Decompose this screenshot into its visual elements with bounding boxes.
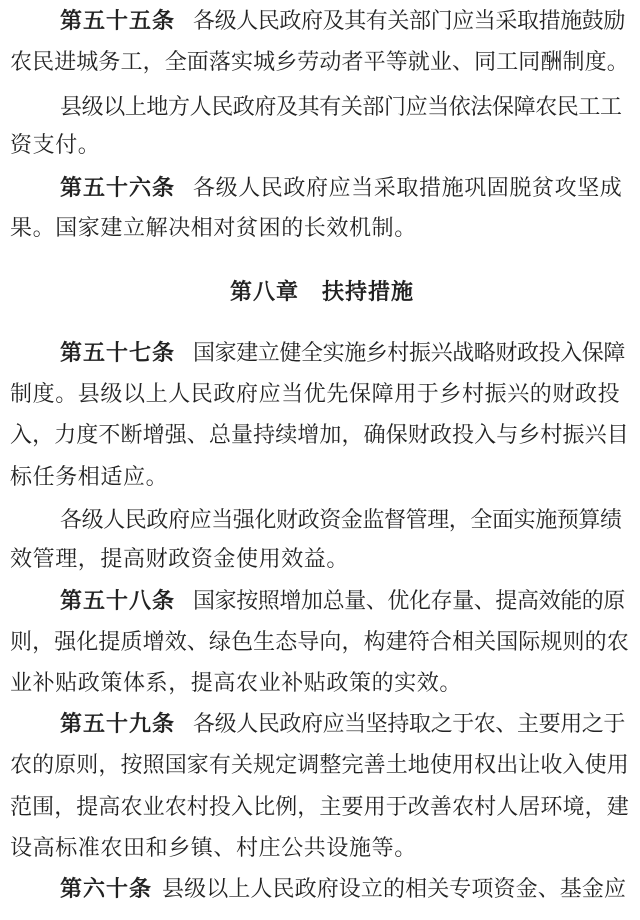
article-text: 入，力度不断增强、总量持续增加，确保财政投入与乡村振兴目 — [10, 423, 629, 448]
article-57-para-2 — [0, 543, 640, 577]
article-59-line-3 — [0, 791, 640, 825]
article-text: 各级人民政府应当采取措施巩固脱贫攻坚成 — [193, 176, 623, 201]
article-number: 第五十九条 — [60, 712, 176, 737]
article-59-line-2 — [0, 749, 640, 783]
article-text: 范围，提高农业农村投入比例，主要用于改善农村人居环境，建 — [10, 795, 629, 820]
article-55-para-2 — [0, 129, 640, 163]
article-text: 国家建立健全实施乡村振兴战略财政投入保障 — [193, 341, 626, 366]
article-57-para-1 — [0, 504, 640, 538]
article-text: 国家按照增加总量、优化存量、提高效能的原 — [193, 589, 626, 614]
article-58-line-2 — [0, 626, 640, 660]
article-number: 第五十七条 — [60, 341, 176, 366]
article-number: 第五十五条 — [60, 9, 176, 34]
article-number: 第五十六条 — [60, 176, 176, 201]
article-59-line-4 — [0, 832, 640, 866]
article-56-line-2 — [0, 212, 640, 246]
article-56-line-1 — [0, 172, 640, 206]
article-57-line-2 — [0, 378, 640, 412]
article-number: 第六十条 — [60, 877, 153, 902]
article-text: 各级人民政府及其有关部门应当采取措施鼓励 — [193, 9, 626, 34]
article-text: 农民进城务工，全面落实城乡劳动者平等就业、同工同酬制度。 — [10, 50, 629, 75]
paragraph-text: 资支付。 — [10, 133, 101, 158]
chapter-number: 第八章 — [230, 280, 300, 305]
article-58-line-1 — [0, 585, 640, 619]
article-55-line-2 — [0, 46, 640, 80]
article-57-line-1 — [0, 337, 640, 371]
article-text: 设高标准农田和乡镇、村庄公共设施等。 — [10, 836, 417, 861]
article-57-line-4 — [0, 461, 640, 495]
chapter-heading — [0, 276, 640, 310]
article-text: 制度。县级以上人民政府应当优先保障用于乡村振兴的财政投 — [10, 382, 621, 407]
article-58-line-3 — [0, 667, 640, 701]
article-text: 果。国家建立解决相对贫困的长效机制。 — [10, 216, 417, 241]
article-60-line-1 — [0, 873, 640, 907]
article-55-para-1 — [0, 91, 640, 125]
paragraph-text: 县级以上地方人民政府及其有关部门应当依法保障农民工工 — [60, 95, 622, 120]
chapter-title: 扶持措施 — [322, 280, 415, 305]
article-text: 标任务相适应。 — [10, 465, 169, 490]
article-text: 各级人民政府应当坚持取之于农、主要用之于 — [193, 712, 626, 737]
paragraph-text: 各级人民政府应当强化财政资金监督管理，全面实施预算绩 — [60, 508, 622, 533]
article-59-line-1 — [0, 708, 640, 742]
paragraph-text: 效管理，提高财政资金使用效益。 — [10, 547, 350, 572]
article-text: 县级以上人民政府设立的相关专项资金、基金应 — [162, 877, 627, 902]
article-text: 农的原则，按照国家有关规定调整完善土地使用权出让收入使用 — [10, 753, 629, 778]
article-number: 第五十八条 — [60, 589, 176, 614]
article-55-line-1 — [0, 5, 640, 39]
article-text: 业补贴政策体系，提高农业补贴政策的实效。 — [10, 671, 463, 696]
article-text: 则，强化提质增效、绿色生态导向，构建符合相关国际规则的农 — [10, 630, 629, 655]
article-57-line-3 — [0, 419, 640, 453]
